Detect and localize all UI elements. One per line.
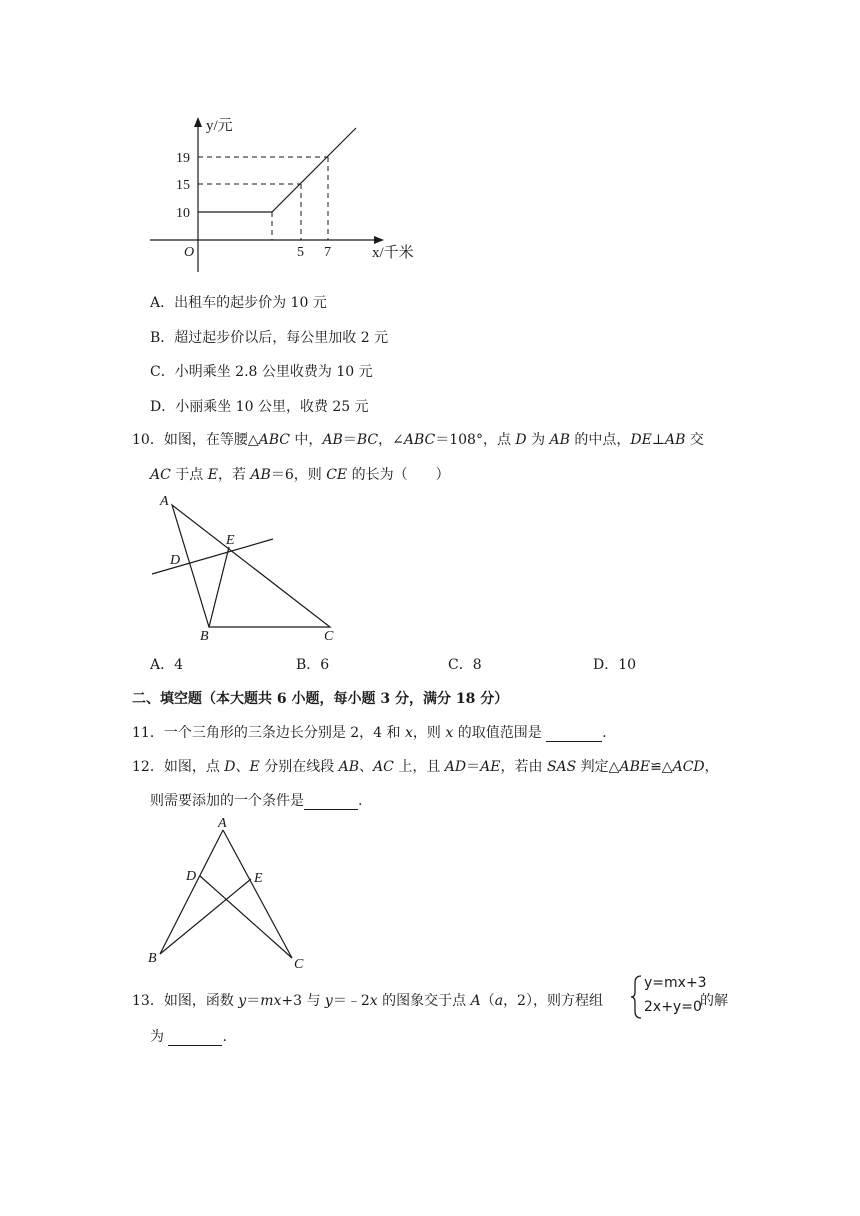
segment-ab xyxy=(160,830,223,954)
q9-option-c: C．小明乘坐 2.8 公里收费为 10 元 xyxy=(150,364,373,380)
fare-line xyxy=(198,128,356,212)
q13-equation-2: 2x+y=0 xyxy=(644,999,702,1015)
q12-number: 12． xyxy=(132,759,164,775)
x-axis-arrow xyxy=(374,236,384,244)
q12-answer-blank xyxy=(304,793,358,810)
q9-option-d: D．小丽乘坐 10 公里，收费 25 元 xyxy=(150,399,369,415)
label-e: E xyxy=(226,533,235,548)
q9-option-a: A．出租车的起步价为 10 元 xyxy=(150,295,327,311)
q12-figure xyxy=(140,812,320,974)
label-c: C xyxy=(324,629,334,644)
q12-line2: 则需要添加的一个条件是 . xyxy=(150,793,363,809)
section-2-heading: 二、填空题（本大题共 6 小题，每小题 3 分，满分 18 分） xyxy=(132,691,509,707)
segment-be xyxy=(209,547,229,627)
triangle-abc xyxy=(172,505,330,627)
q13-system-brace xyxy=(630,974,644,1020)
q10-line2: AC 于点 E，若 AB＝6，则 CE 的长为（ ） xyxy=(150,467,450,483)
segment-be xyxy=(160,879,251,954)
q11-text: 11．一个三角形的三条边长分别是 2，4 和 x，则 x 的取值范围是 . xyxy=(132,725,607,741)
label-e: E xyxy=(254,871,263,886)
origin-label: O xyxy=(184,245,195,260)
q13-equation-1: y=mx+3 xyxy=(644,975,707,991)
q10-option-a: A．4 xyxy=(150,657,184,673)
q11-number: 11． xyxy=(132,725,164,741)
q13-line1: 13．如图，函数 y＝mx+3 与 y＝﹣2x 的图象交于点 A（a，2），则方程组 xyxy=(132,993,603,1009)
x-tick-5: 5 xyxy=(297,245,304,260)
q13-line2: 为 . xyxy=(150,1029,227,1045)
q10-number: 10． xyxy=(132,432,164,448)
y-axis-label: y/元 xyxy=(206,118,233,134)
y-tick-10: 10 xyxy=(176,206,190,221)
segment-cd xyxy=(200,876,292,958)
y-tick-15: 15 xyxy=(176,178,190,193)
label-b: B xyxy=(200,629,209,644)
label-d: D xyxy=(186,869,197,884)
q10-option-d: D．10 xyxy=(593,657,637,673)
q13-line1-end: 的解 xyxy=(700,993,728,1009)
label-b: B xyxy=(148,951,157,966)
q13-number: 13． xyxy=(132,993,164,1009)
q12-line1: 12．如图，点 D、E 分别在线段 AB、AC 上，且 AD＝AE，若由 SAS 判定△ABE≌△ACD， xyxy=(132,759,719,775)
q10-option-c: C．8 xyxy=(448,657,482,673)
q13-answer-blank xyxy=(168,1029,222,1046)
x-axis-label: x/千米 xyxy=(372,245,414,261)
q10-option-b: B．6 xyxy=(296,657,330,673)
label-d: D xyxy=(170,553,181,568)
q10-figure xyxy=(140,488,360,648)
y-tick-19: 19 xyxy=(176,151,190,166)
y-axis-arrow xyxy=(194,117,202,127)
label-a: A xyxy=(160,494,169,509)
fare-graph xyxy=(140,110,430,280)
x-tick-7: 7 xyxy=(324,245,331,260)
q10-line1: 10．如图，在等腰△ABC 中，AB＝BC，∠ABC＝108°，点 D 为 AB 的中点，DE⊥AB 交 xyxy=(132,432,704,448)
label-a: A xyxy=(218,816,227,831)
label-c: C xyxy=(294,957,304,972)
q11-answer-blank xyxy=(546,725,602,742)
q9-option-b: B．超过起步价以后，每公里加收 2 元 xyxy=(150,330,389,346)
